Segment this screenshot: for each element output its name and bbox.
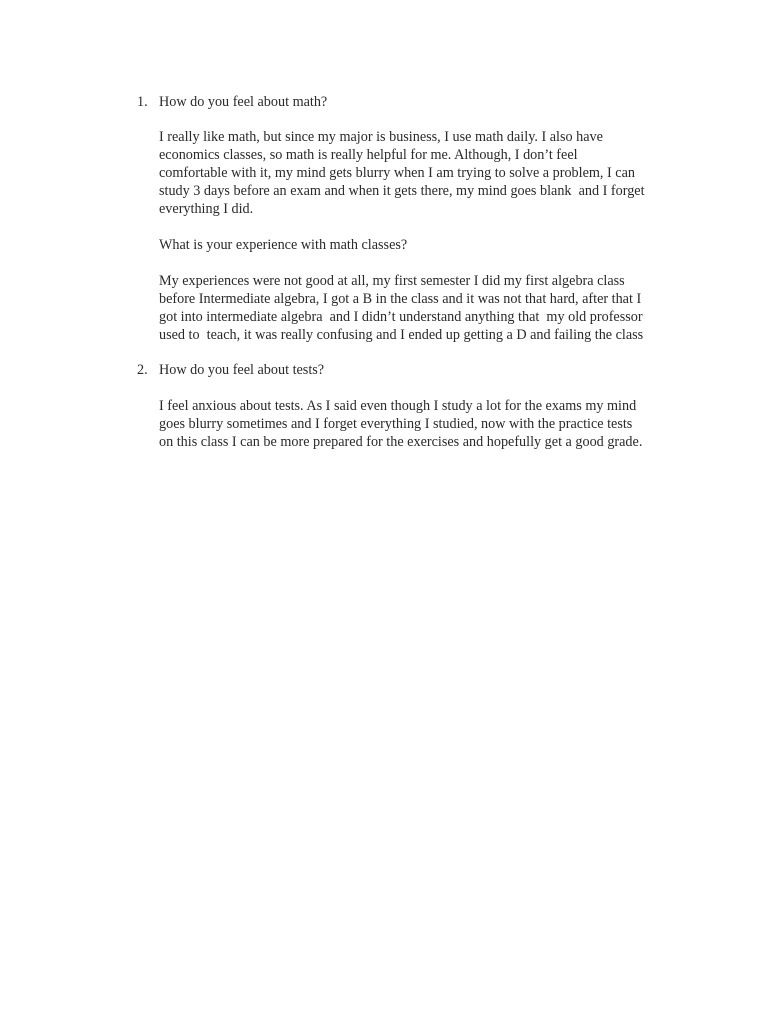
question-item-1 <box>137 94 697 112</box>
answer-line: goes blurry sometimes and I forget everything I studied, now with the practice tests <box>159 416 633 432</box>
question-text: How do you feel about math? <box>159 94 328 110</box>
answer-line: My experiences were not good at all, my first semester I did my first algebra class <box>159 273 625 289</box>
question-item-2 <box>137 362 697 380</box>
answer-paragraph-2 <box>159 397 689 451</box>
answer-line: I really like math, but since my major is business, I use math daily. I also have <box>159 129 603 145</box>
question-number: 2. <box>137 362 148 378</box>
answer-paragraph-1 <box>159 128 689 218</box>
answer-line: economics classes, so math is really helpful for me. Although, I don’t feel <box>159 147 578 163</box>
sub-question-text: What is your experience with math classes? <box>159 237 408 253</box>
answer-line: got into intermediate algebra and I didn’t understand anything that my old professor <box>159 309 643 325</box>
sub-answer-paragraph-1 <box>159 272 689 344</box>
answer-line: before Intermediate algebra, I got a B in the class and it was not that hard, after that I <box>159 291 642 307</box>
answer-line: everything I did. <box>159 201 254 217</box>
answer-line: study 3 days before an exam and when it gets there, my mind goes blank and I forget <box>159 183 645 199</box>
answer-line: I feel anxious about tests. As I said even though I study a lot for the exams my mind <box>159 398 637 414</box>
answer-line: comfortable with it, my mind gets blurry when I am trying to solve a problem, I can <box>159 165 635 181</box>
sub-question-1 <box>159 236 689 254</box>
question-number: 1. <box>137 94 148 110</box>
answer-line: used to teach, it was really confusing and I ended up getting a D and failing the class <box>159 327 644 343</box>
answer-line: on this class I can be more prepared for the exercises and hopefully get a good grade. <box>159 434 643 450</box>
question-text: How do you feel about tests? <box>159 362 325 378</box>
